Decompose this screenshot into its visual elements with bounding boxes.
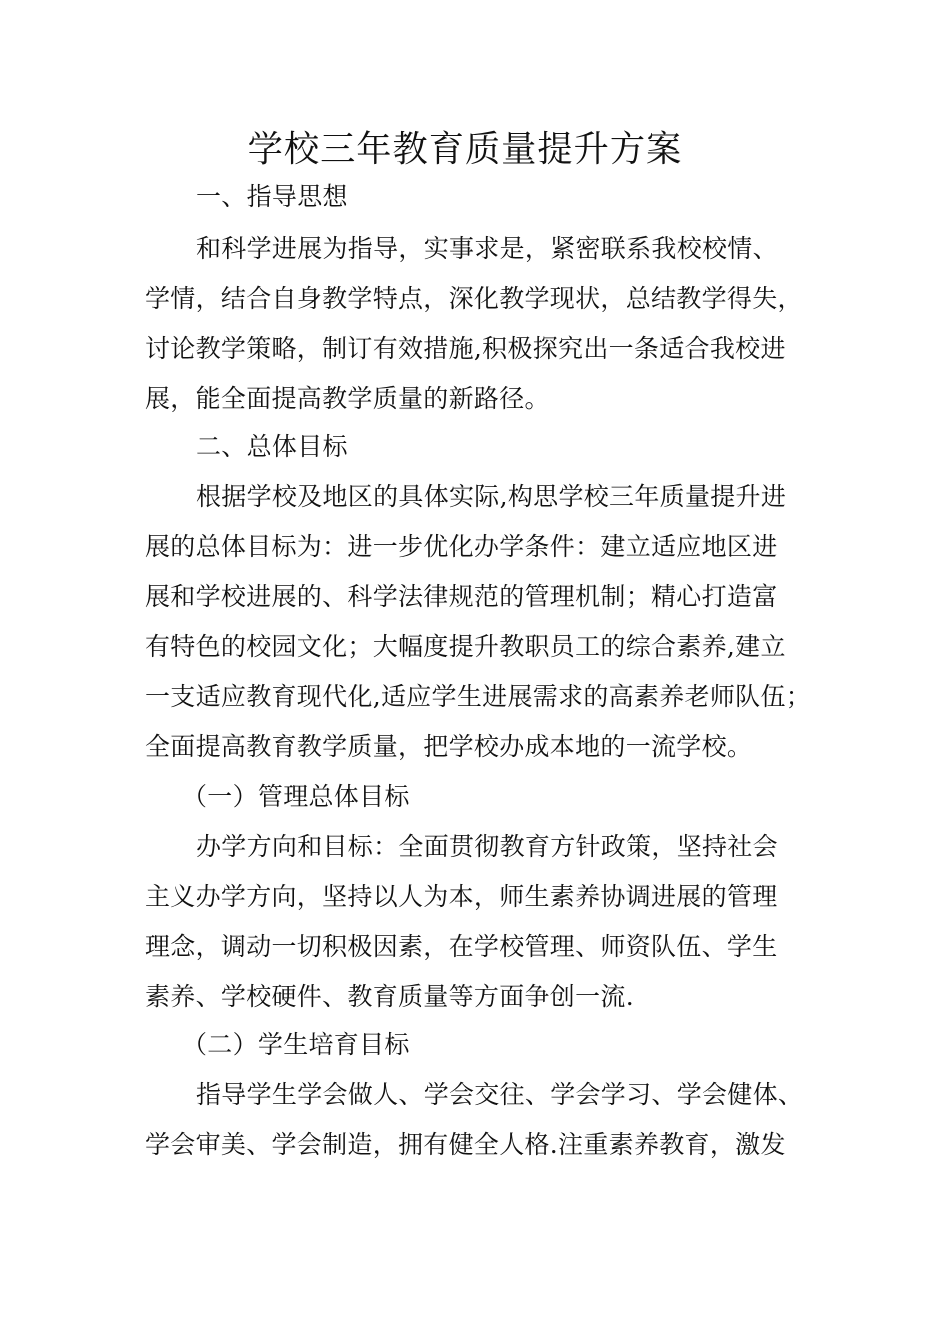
subsection-heading-student-goals: （二）学生培育目标 <box>182 1030 410 1059</box>
paragraph-line: 展和学校进展的、科学法律规范的管理机制；精心打造富 <box>145 582 778 611</box>
paragraph-line: 和科学进展为指导，实事求是，紧密联系我校校情、 <box>196 234 778 263</box>
paragraph-line: 一支适应教育现代化,适应学生进展需求的高素养老师队伍； <box>145 682 812 711</box>
paragraph-line: 主义办学方向，坚持以人为本，师生素养协调进展的管理 <box>145 882 778 911</box>
paragraph-line: 理念，调动一切积极因素，在学校管理、师资队伍、学生 <box>145 932 778 961</box>
paragraph-line: 学会审美、学会制造，拥有健全人格.注重素养教育，激发 <box>145 1130 786 1159</box>
paragraph-line: 展的总体目标为：进一步优化办学条件：建立适应地区进 <box>145 532 778 561</box>
subsection-heading-management-goals: （一）管理总体目标 <box>182 782 410 811</box>
document-title: 学校三年教育质量提升方案 <box>247 129 683 170</box>
paragraph-line: 素养、学校硬件、教育质量等方面争创一流. <box>145 982 634 1011</box>
paragraph-line: 办学方向和目标：全面贯彻教育方针政策，坚持社会 <box>196 832 778 861</box>
paragraph-line: 讨论教学策略，制订有效措施,积极探究出一条适合我校进 <box>145 334 786 363</box>
paragraph-line: 全面提高教育教学质量，把学校办成本地的一流学校。 <box>145 732 753 761</box>
section-heading-overall-goals: 二、总体目标 <box>196 432 348 461</box>
paragraph-line: 学情，结合自身教学特点，深化教学现状，总结教学得失， <box>145 284 803 313</box>
section-heading-guiding-ideology: 一、指导思想 <box>196 182 348 211</box>
paragraph-line: 指导学生学会做人、学会交往、学会学习、学会健体、 <box>196 1080 804 1109</box>
paragraph-line: 根据学校及地区的具体实际,构思学校三年质量提升进 <box>196 482 787 511</box>
paragraph-line: 有特色的校园文化；大幅度提升教职员工的综合素养,建立 <box>145 632 786 661</box>
paragraph-line: 展，能全面提高教学质量的新路径。 <box>145 384 550 413</box>
